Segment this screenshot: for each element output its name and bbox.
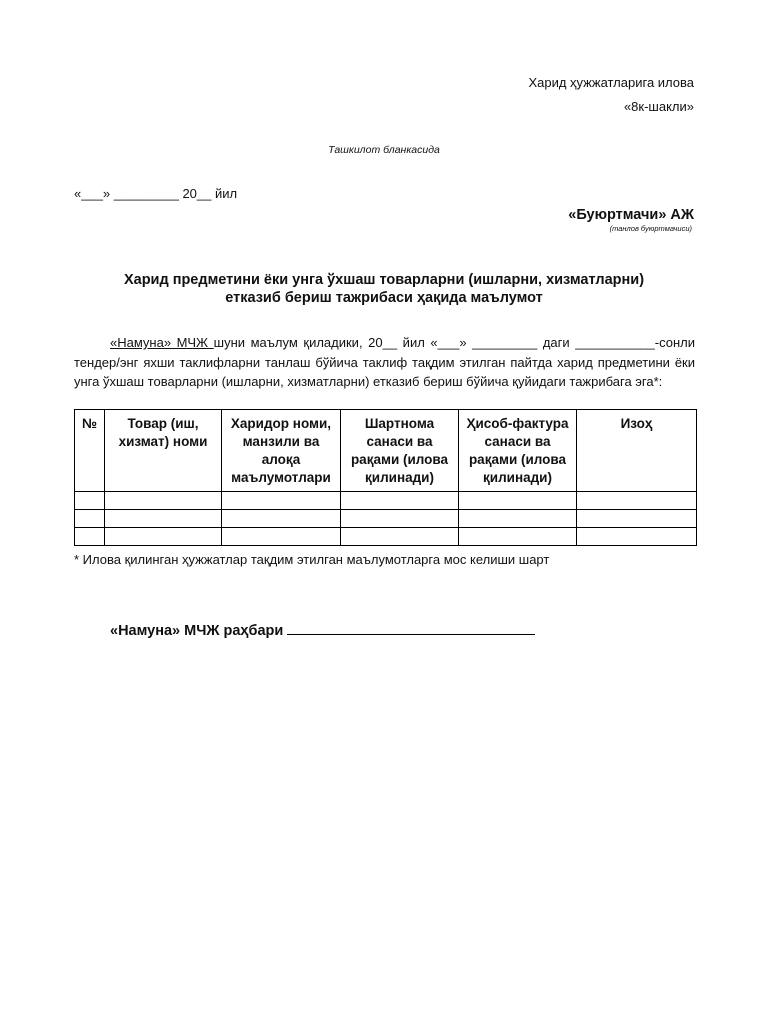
table-cell[interactable] — [75, 510, 105, 528]
annex-line-2: «8к-шакли» — [623, 99, 694, 114]
table-cell[interactable] — [341, 510, 459, 528]
table-cell[interactable] — [577, 528, 697, 546]
header-invoice: Ҳисоб-фактура санаси ва рақами (илова қилинади) — [459, 410, 577, 492]
table-cell[interactable] — [577, 510, 697, 528]
table-cell[interactable] — [75, 492, 105, 510]
table-cell[interactable] — [222, 510, 341, 528]
table-cell[interactable] — [105, 510, 222, 528]
header-contract: Шартнома санаси ва рақами (илова қилинади) — [341, 410, 459, 492]
header-number: № — [75, 410, 105, 492]
document-title-line-2: етказиб бериш тажрибаси ҳақида маълумот — [225, 290, 543, 306]
table-cell[interactable] — [341, 528, 459, 546]
table-row — [75, 492, 697, 510]
table-header-row — [75, 410, 697, 492]
table-row — [75, 528, 697, 546]
table-cell[interactable] — [577, 492, 697, 510]
document-title-line-1: Харид предметини ёки унга ўхшаш товарларни (ишларни, хизматларни) — [123, 272, 645, 288]
table-cell[interactable] — [75, 528, 105, 546]
table-cell[interactable] — [222, 528, 341, 546]
signature-line[interactable] — [287, 620, 535, 635]
table-cell[interactable] — [105, 528, 222, 546]
table-cell[interactable] — [459, 528, 577, 546]
letterhead-note: Ташкилот бланкасида — [328, 144, 440, 156]
company-name: «Намуна» МЧЖ — [110, 335, 214, 350]
table-cell[interactable] — [222, 492, 341, 510]
experience-table — [74, 409, 697, 546]
intro-paragraph — [74, 333, 695, 392]
header-goods-name: Товар (иш, хизмат) номи — [105, 410, 222, 492]
header-buyer-info: Харидор номи, манзили ва алоқа маълумотлари — [222, 410, 341, 492]
header-note: Изоҳ — [577, 410, 697, 492]
annex-line-1: Харид ҳужжатларига илова — [528, 75, 694, 90]
table-cell[interactable] — [459, 492, 577, 510]
table-cell[interactable] — [459, 510, 577, 528]
table-cell[interactable] — [341, 492, 459, 510]
footnote: * Илова қилинган ҳужжатлар тақдим этилган маълумотларга мос келиши шарт — [74, 552, 550, 567]
signature-block — [110, 620, 535, 639]
table-row — [75, 510, 697, 528]
table-cell[interactable] — [105, 492, 222, 510]
intro-text: шуни маълум қиладики, 20__ йил «___» _________ даги ___________-сонли тендер/энг яхши таклифларни танлаш бўйича таклиф тақдим этилган пайтда харид предметини ёки унга ўхшаш товарларни (ишларни, хизматларни) етказиб бериш бўйича қуйидаги тажрибага эга*: — [74, 335, 696, 389]
signature-label: «Намуна» МЧЖ раҳбари — [110, 623, 284, 639]
customer-name: «Буюртмачи» АЖ — [568, 207, 694, 223]
customer-note: (танлов буюртмачиси) — [609, 224, 692, 233]
date-line: «___» _________ 20__ йил — [74, 186, 238, 201]
